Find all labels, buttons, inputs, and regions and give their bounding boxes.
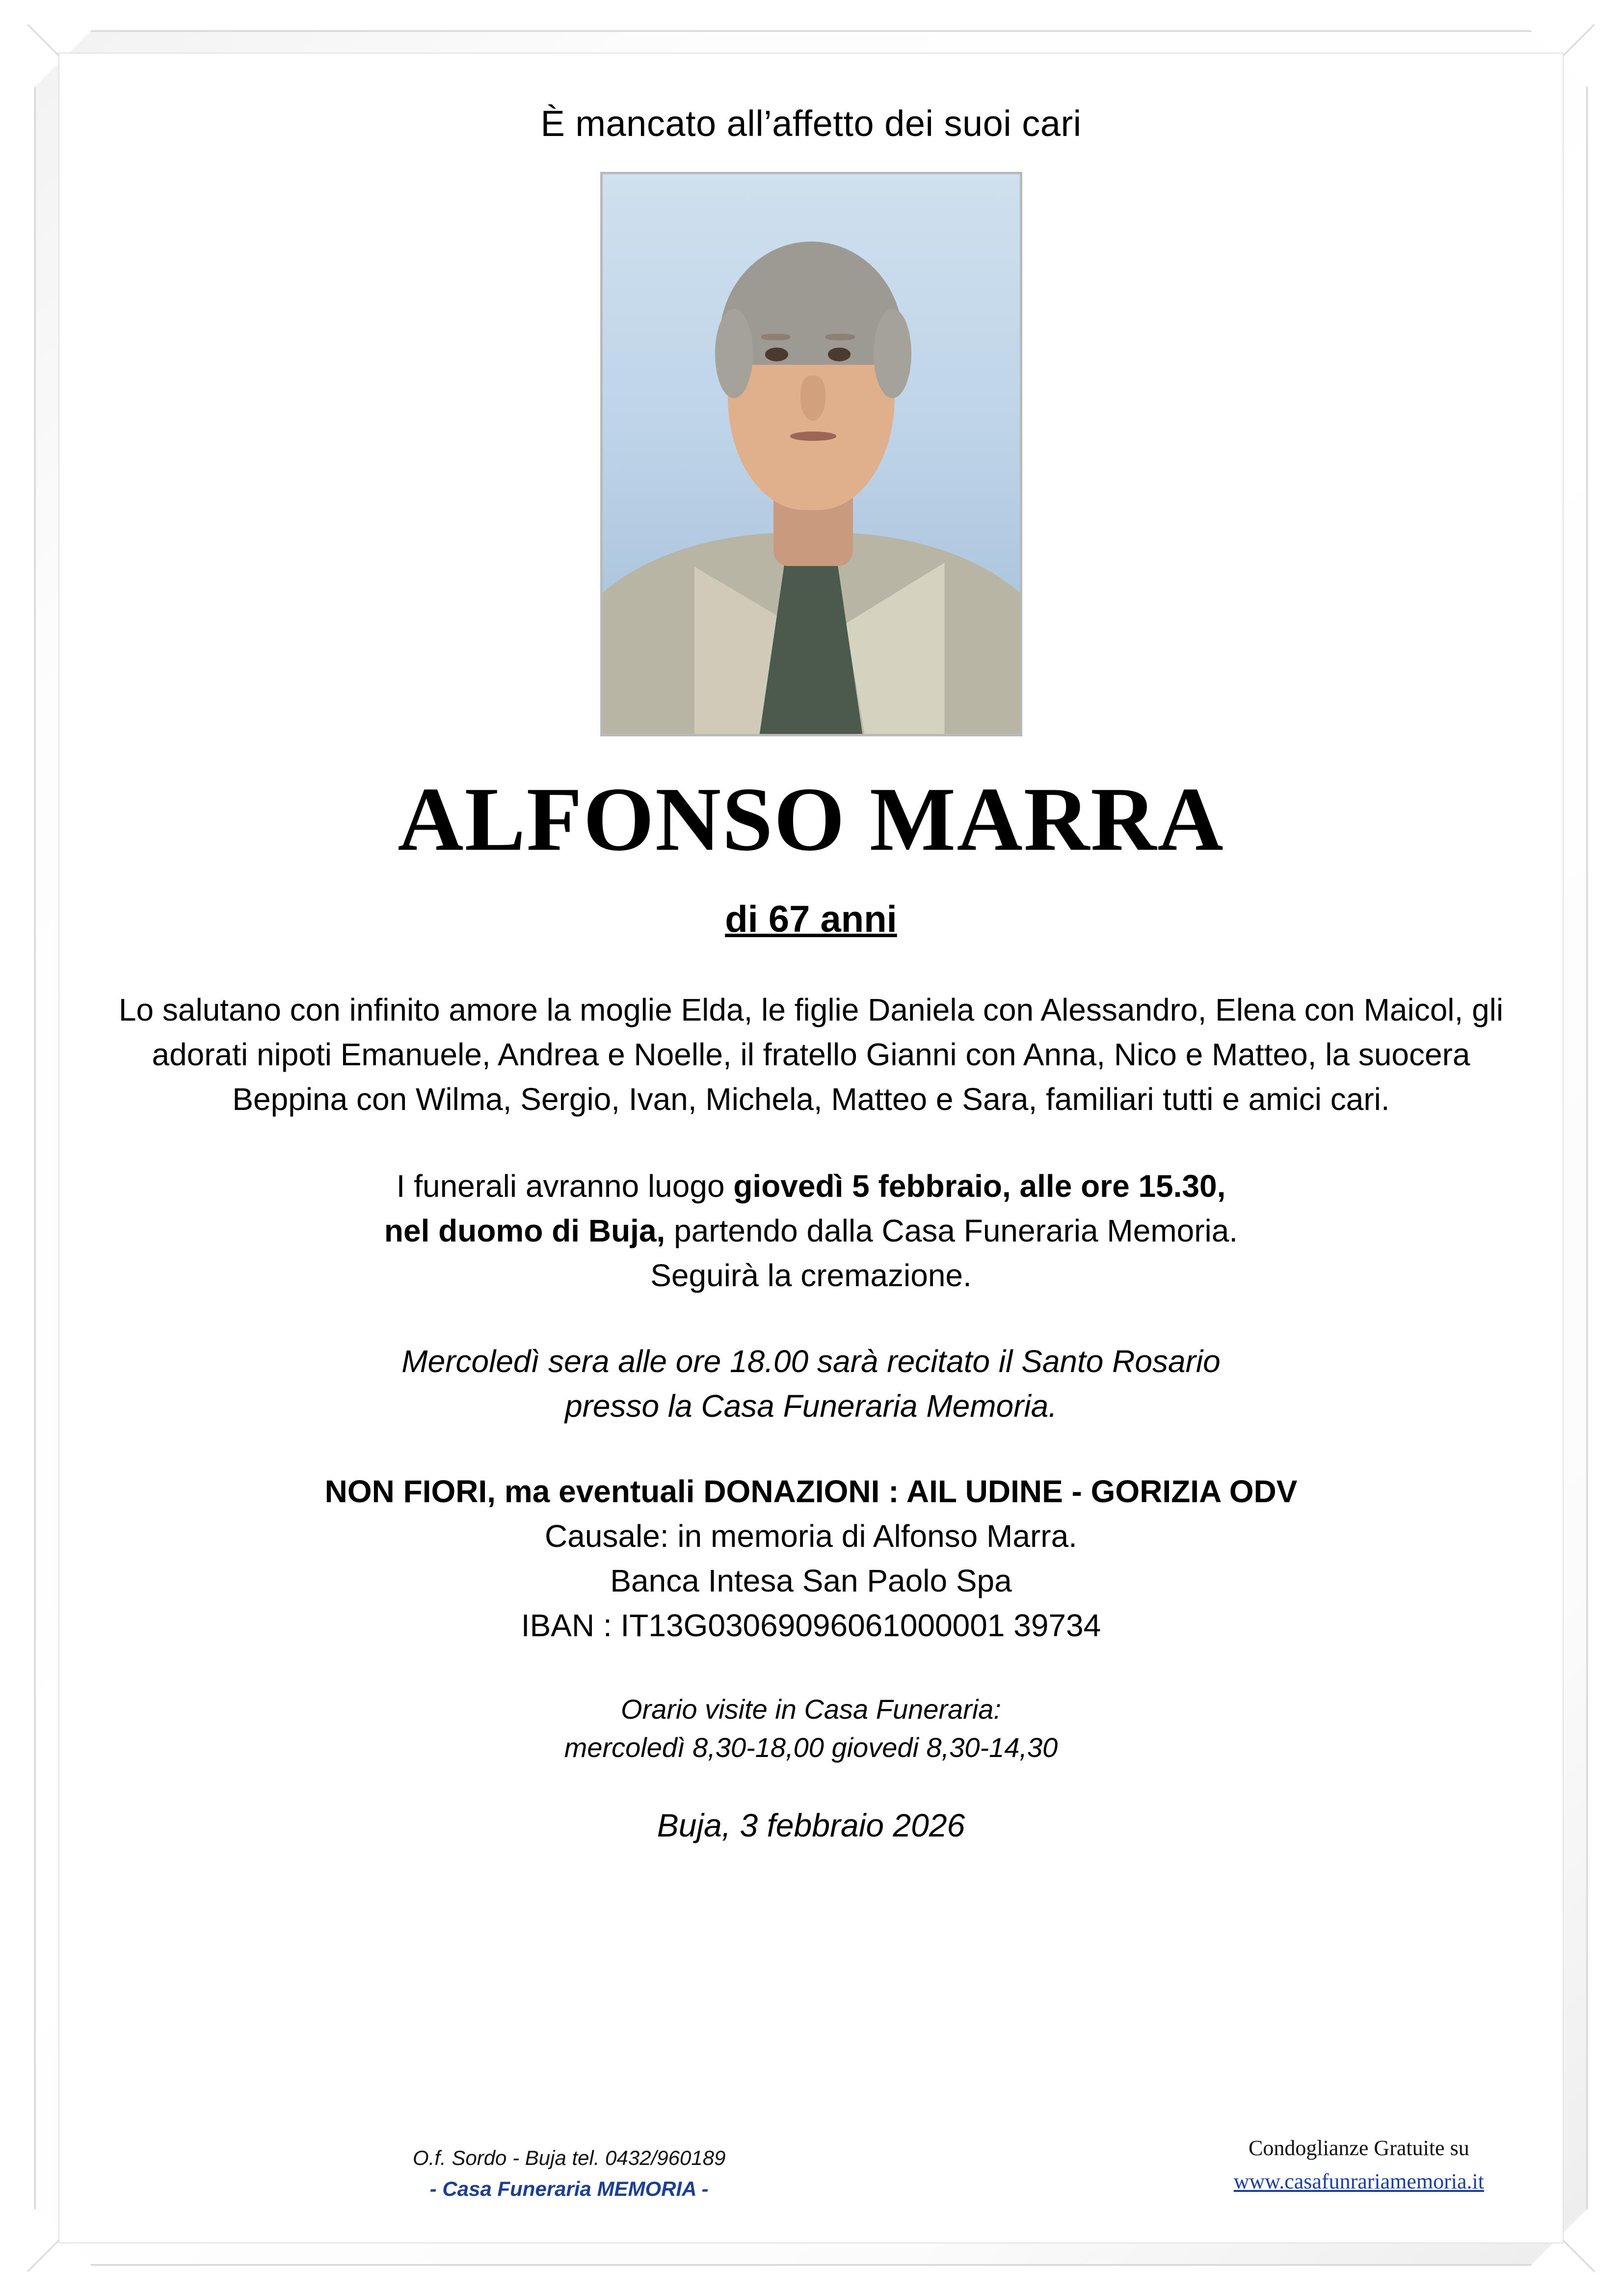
- condolences-block: [1234, 2132, 1484, 2198]
- condolences-url-link[interactable]: www.casafunrariamemoria.it: [1233, 2169, 1484, 2193]
- visiting-hours-value: mercoledì 8,30-18,00 giovedi 8,30-14,30: [564, 1732, 1058, 1763]
- funeral-location: nel duomo di Buja,: [384, 1213, 665, 1248]
- donations-bank: Banca Intesa San Paolo Spa: [610, 1563, 1012, 1599]
- agency-contact: O.f. Sordo - Buja tel. 0432/960189: [413, 2146, 726, 2169]
- donations-headline: NON FIORI, ma eventuali DONAZIONI : AIL UDINE - GORIZIA ODV: [324, 1474, 1298, 1510]
- deceased-age: di 67 anni: [725, 898, 897, 941]
- donations-iban: IBAN : IT13G03069096061000001 39734: [521, 1608, 1101, 1644]
- donations-details: [118, 1469, 1504, 1648]
- portrait-hair-right: [874, 309, 911, 398]
- visiting-hours-label: Orario visite in Casa Funeraria:: [621, 1693, 1001, 1725]
- portrait-hair-left: [715, 309, 753, 398]
- portrait-brow-left: [761, 334, 791, 340]
- funeral-details: [118, 1164, 1504, 1298]
- decorative-frame-outer: [34, 30, 1588, 2266]
- funeral-line-1-prefix: I funerali avranno luogo: [396, 1168, 734, 1204]
- footer: [118, 2125, 1504, 2208]
- portrait-photo: [603, 174, 1020, 734]
- donations-causale: Causale: in memoria di Alfonso Marra.: [545, 1518, 1077, 1554]
- portrait-eye-left: [765, 348, 788, 361]
- headline: È mancato all’affetto dei suoi cari: [540, 103, 1082, 144]
- funeral-line-2: [118, 1209, 1504, 1253]
- portrait-mouth: [790, 432, 836, 440]
- agency-house: - Casa Funeraria MEMORIA -: [429, 2177, 709, 2200]
- funeral-agency-info: [413, 2142, 725, 2204]
- obituary-content: [118, 103, 1504, 2213]
- portrait-nose: [800, 376, 825, 420]
- funeral-line-1: [118, 1164, 1504, 1209]
- visiting-hours: [118, 1690, 1504, 1767]
- funeral-departure: partendo dalla Casa Funeraria Memoria.: [665, 1213, 1238, 1248]
- portrait-brow-right: [825, 334, 855, 340]
- funeral-date-time: giovedì 5 febbraio, alle ore 15.30,: [733, 1168, 1226, 1204]
- rosary-line-1: Mercoledì sera alle ore 18.00 sarà recitato il Santo Rosario: [401, 1343, 1221, 1379]
- rosary-line-2: presso la Casa Funeraria Memoria.: [564, 1388, 1058, 1424]
- deceased-name: ALFONSO MARRA: [398, 769, 1224, 870]
- rosary-details: [118, 1339, 1504, 1429]
- place-and-date: Buja, 3 febbraio 2026: [657, 1807, 965, 1843]
- portrait-eye-right: [828, 348, 851, 361]
- decorative-frame-inner: [58, 53, 1564, 2243]
- condolences-label: Condoglianze Gratuite su: [1249, 2135, 1469, 2160]
- family-paragraph: Lo salutano con infinito amore la moglie Elda, le figlie Daniela con Alessandro, Elena con Maicol, gli adorati nipoti Emanuele, Andrea e Noelle, il fratello Gianni con Anna, Nico e Matteo, la suocera Beppina con Wilma, Sergio, Ivan, Michela, Matteo e Sara, familiari tutti e amici cari.: [118, 992, 1504, 1117]
- portrait-frame: [600, 172, 1022, 736]
- funeral-line-3: Seguirà la cremazione.: [650, 1257, 972, 1293]
